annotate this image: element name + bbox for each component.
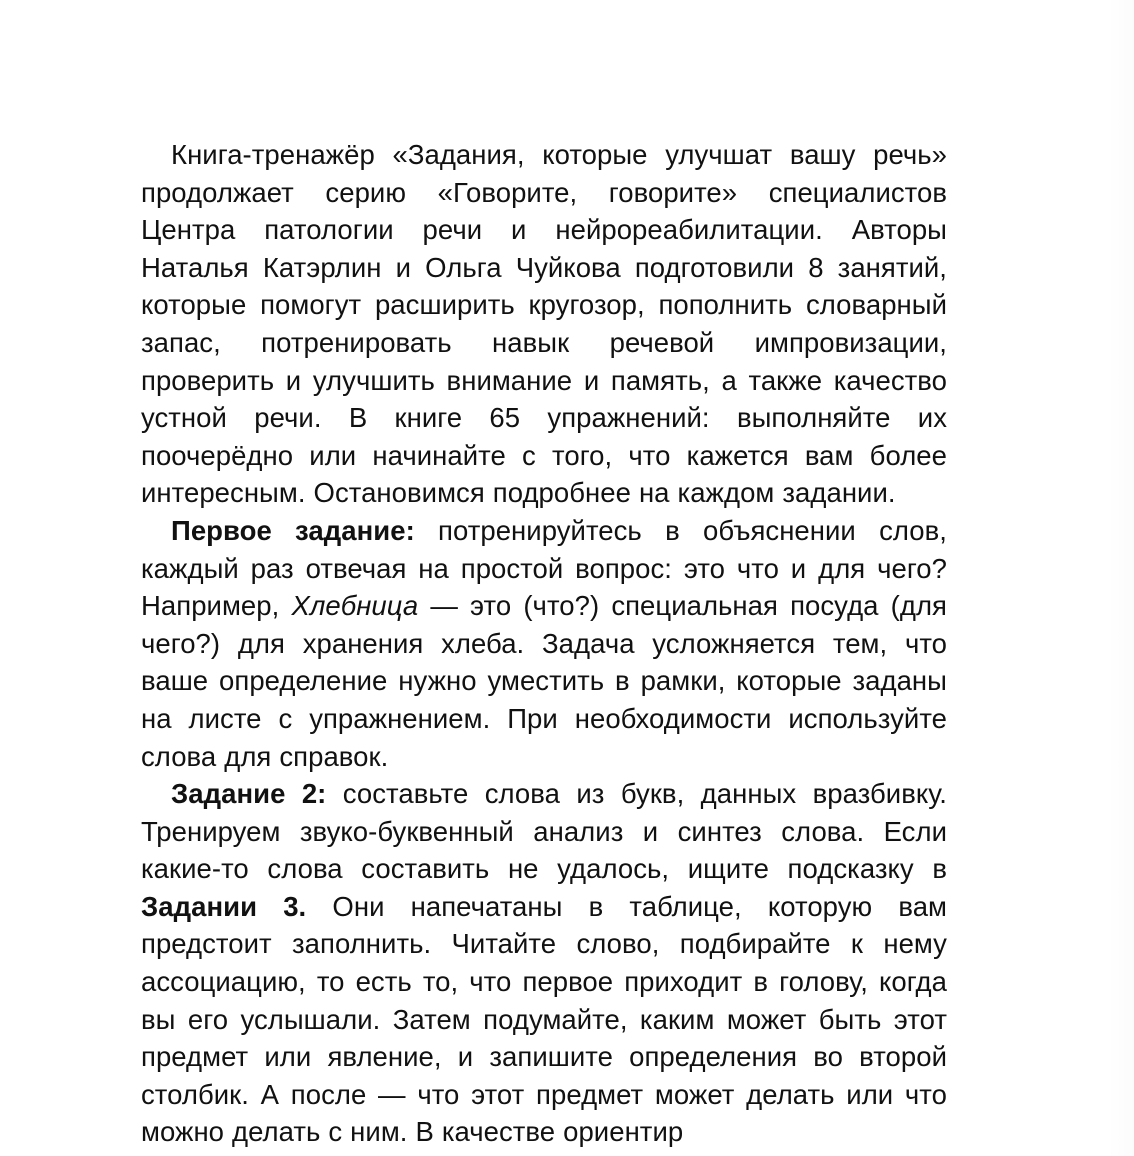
paragraph-task-two-text-part-2: Они напечатаны в таблице, которую вам предстоит заполнить. Читайте слово, подбирайте к нему ассоциацию, то есть то, что первое приходит в голову, когда вы его услышали. Затем подумайте, каким может быть этот предмет или явление, и запишите определения во второй столбик. А после — что этот предмет может делать или что можно делать с ним. В качестве ориентир <box>141 890 947 1148</box>
run-in-heading-first-task: Первое задание: <box>171 514 415 546</box>
run-in-heading-task-two: Задание 2: <box>171 778 327 810</box>
paragraph-intro-text: Книга-тренажёр «Задания, которые улучшат вашу речь» продолжает серию «Говорите, говорите» специалистов Центра патологии речи и нейрореабилитации. Авторы Наталья Катэрлин и Ольга Чуйкова подготовили 8 занятий, которые помогут расширить кругозор, пополнить словарный запас, потренировать навык речевой импровизации, проверить и улучшить внимание и память, а также качество устной речи. В книге 65 упражнений: выполняйте их поочерёдно или начинайте с того, что кажется вам более интересным. Остановимся подробнее на каждом задании. <box>141 139 947 509</box>
paragraph-intro <box>141 136 947 512</box>
paragraph-task-one-text-part-1: потренируйтесь в объяснении слов, каждый раз отвечая на простой вопрос: это что и для чего? Например, <box>141 514 947 622</box>
paragraph-task-two <box>141 775 947 1151</box>
scan-edge-vignette <box>1108 0 1134 1156</box>
text-column <box>141 136 947 1151</box>
paragraph-task-two-text-part-1: составьте слова из букв, данных вразбивку. Тренируем звуко-буквенный анализ и синтез слова. Если какие-то слова составить не удалось, ищите подсказку в <box>141 778 947 885</box>
paragraph-task-one-text-part-2: — это (что?) специальная посуда (для чего?) для хранения хлеба. Задача усложняется тем, что ваше определение нужно уместить в рамки, которые заданы на листе с упражнением. При необходимости используйте слова для справок. <box>141 590 947 772</box>
run-in-reference-task-three: Задании 3. <box>141 890 307 922</box>
italic-term-breadbox: Хлебница <box>291 590 419 622</box>
paragraph-task-one <box>141 512 947 775</box>
